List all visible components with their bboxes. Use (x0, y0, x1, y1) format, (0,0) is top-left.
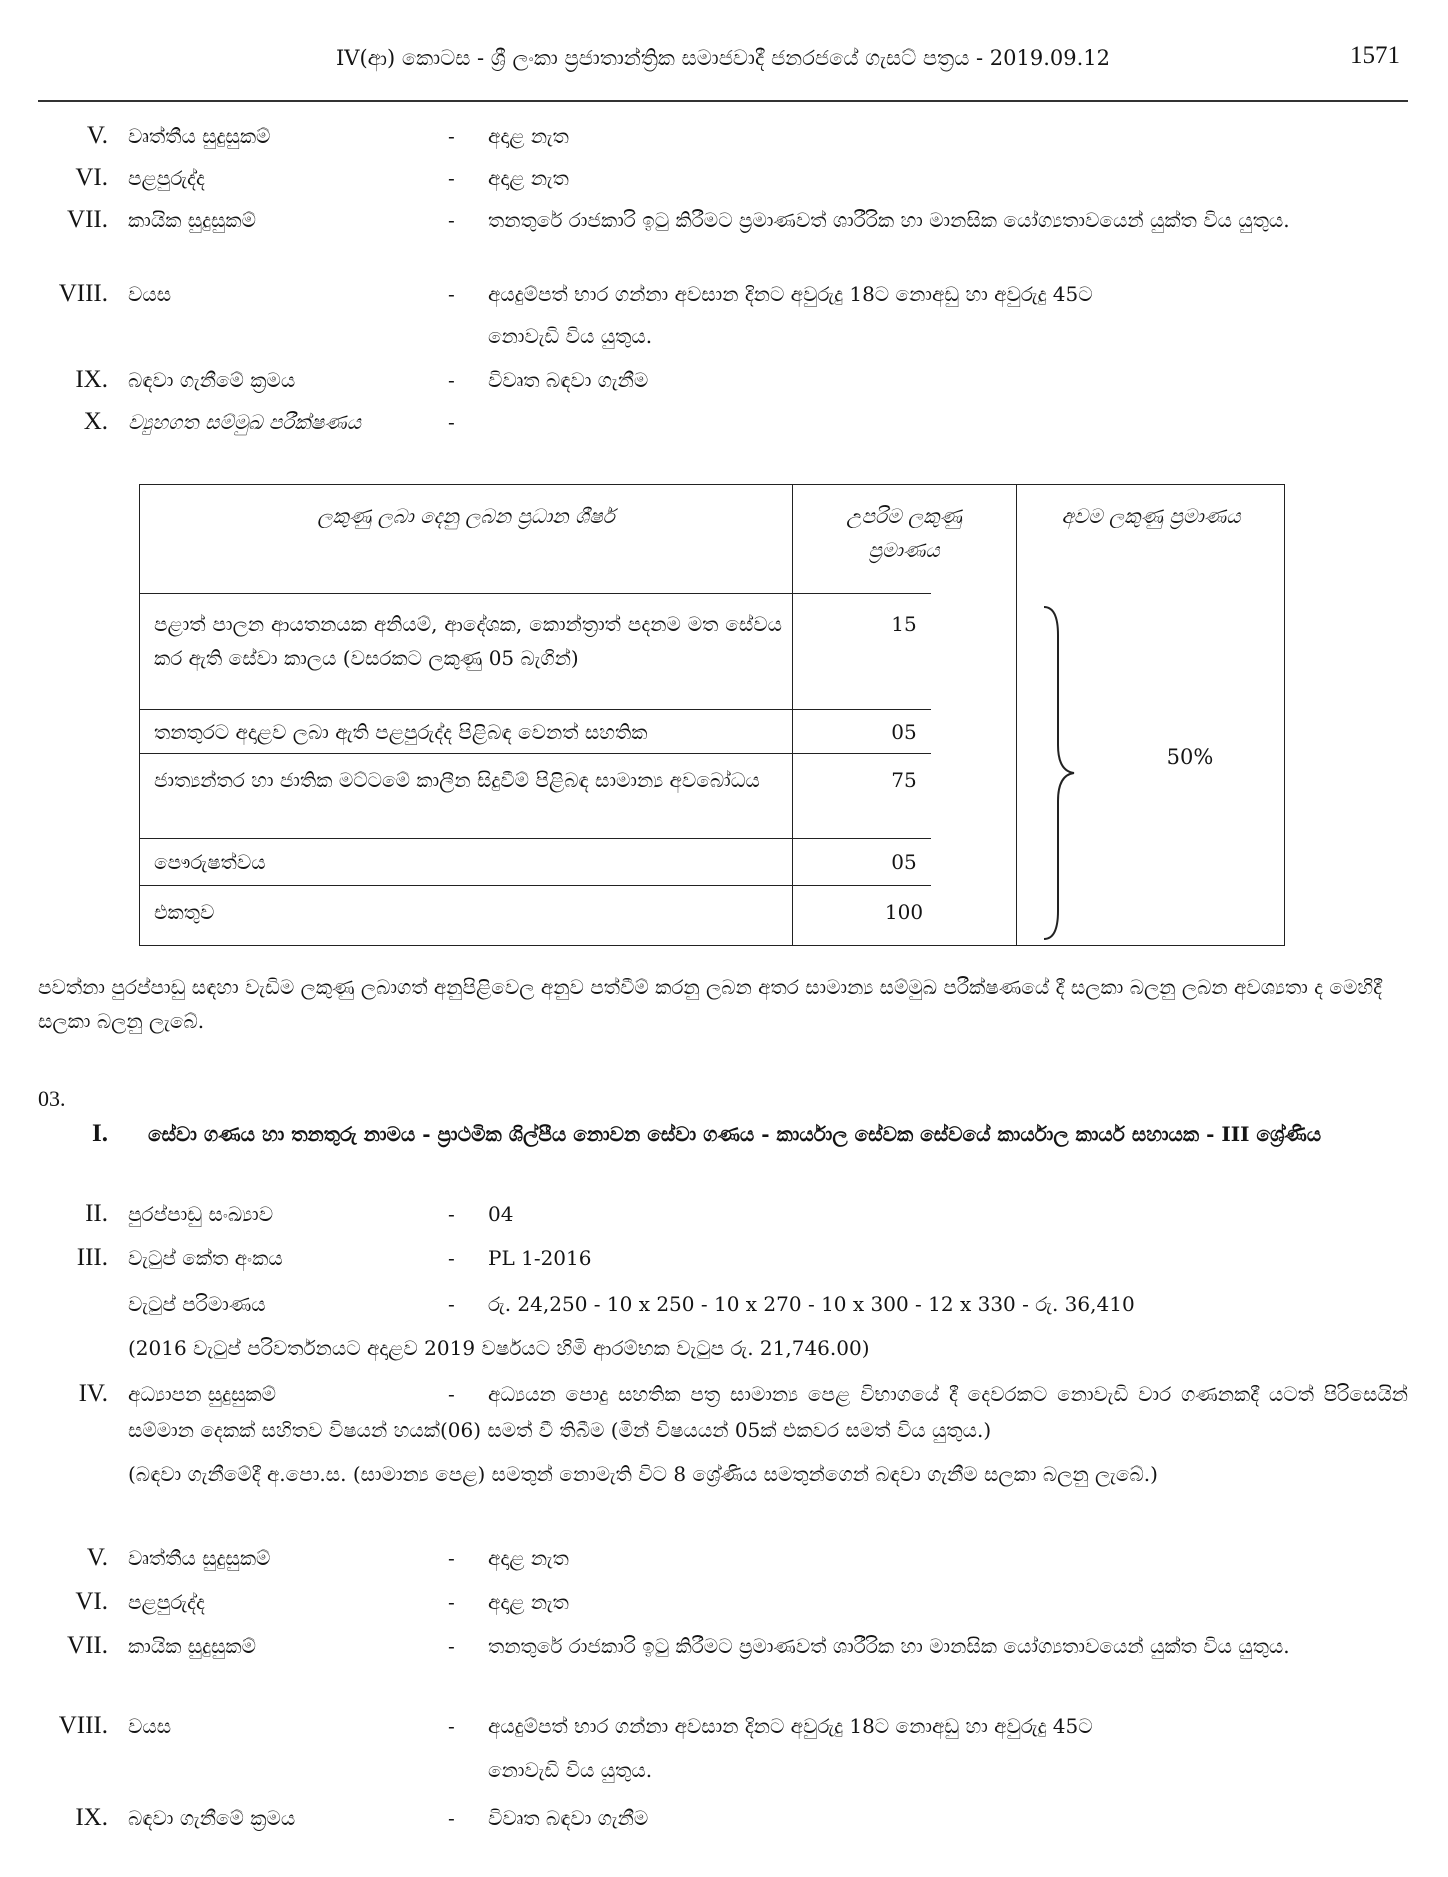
education-value: අධ්‍යයන පොදු සහතික පත්‍ර සාමාන්‍ය පෙළ විභාගයේ දී දෙවරකට නොවැඩි වාර ගණනකදී යටත් පිරිසෙයින් සම්මාන දෙකක් සහිතව විෂයන් හයක්(06) සමත් වී තිබීම (මින් විෂයයන් 05ක් එකවර සමත් විය යුතුය.) (128, 1382, 1408, 1442)
row-experience-03 (0, 1584, 1448, 1620)
row-dash: - (448, 1202, 455, 1226)
max-marks-total: 100 (884, 900, 924, 924)
salary-note: (2016 වැටුප් පරිවර්තනයට අදාළව 2019 වර්ෂයට හිමි ආරම්භක වැටුප රු. 21,746.00) (128, 1336, 870, 1360)
row-label: වැටුප් කේත අංකය (128, 1246, 283, 1270)
row-label: වැටුප් පරිමාණය (128, 1292, 266, 1316)
row-value-continued: නොවැඩි විය යුතුය. (488, 324, 653, 348)
row-label: බඳවා ගැනීමේ ක්‍රමය (128, 368, 296, 392)
row-label: කායික සුදුසුකම් (128, 1634, 257, 1658)
row-number: VIII. (58, 280, 108, 307)
row-salary-code (0, 1240, 1448, 1276)
row-dash: - (448, 368, 455, 392)
row-age-continued (0, 318, 1448, 354)
row-dash: - (448, 1806, 455, 1830)
row-label: පළපුරුද්ද (128, 166, 205, 190)
row-number: II. (85, 1200, 108, 1227)
row-value: අදාළ නැත (488, 1546, 569, 1570)
row-value: අයදුම්පත් භාර ගන්නා අවසාන දිනට අවුරුදු 18ට නොඅඩු හා අවුරුදු 45ට (488, 282, 1093, 306)
row-value: අදාළ නැත (488, 124, 569, 148)
row-label: කායික සුදුසුකම් (128, 208, 257, 232)
row-value: විවෘත බඳවා ගැනීම (488, 368, 649, 392)
header-title: IV(ආ) කොටස - ශ්‍රී ලංකා ප්‍රජාතාන්ත්‍රික සමාජවාදී ජනරජයේ ගැසට් පත්‍රය - 2019.09.12 (336, 46, 1110, 70)
row-dash: - (448, 1546, 455, 1570)
page-header (38, 30, 1408, 102)
row-label: බඳවා ගැනීමේ ක්‍රමය (128, 1806, 296, 1830)
row-dash: - (448, 1634, 455, 1658)
row-number: IX. (75, 366, 108, 393)
row-label: වෘත්තීය සුදුසුකම් (128, 124, 271, 148)
row-age-continued-03 (0, 1752, 1448, 1788)
row-dash: - (448, 1590, 455, 1614)
row-number: III. (76, 1244, 108, 1271)
row-label: වයස (128, 282, 172, 306)
criterion-experience-certificates: තනතුරට අදාළව ලබා ඇති පළපුරුද්ද පිළිබඳ වෙනත් සහතික (154, 720, 648, 744)
row-value: අදාළ නැත (488, 166, 569, 190)
row-label: ව්‍යුහගත සම්මුඛ පරීක්ෂණය (128, 410, 361, 434)
row-number: VI. (75, 164, 108, 191)
row-value-continued: නොවැඩි විය යුතුය. (488, 1758, 653, 1782)
row-age-03 (0, 1708, 1448, 1744)
criterion-total: එකතුව (154, 900, 215, 924)
row-salary-scale (0, 1286, 1448, 1322)
row-vocational-qualifications-03 (0, 1540, 1448, 1576)
row-number: V. (86, 122, 108, 149)
row-vacancies (0, 1196, 1448, 1232)
criterion-service-period: පළාත් පාලන ආයතනයක අනියම්, ආදේශක, කොන්ත්‍රාත් පදනම මත සේවය කර ඇති සේවා කාලය (වසරකට ලකුණු 05 බැගින්) (154, 612, 782, 670)
header-criteria: ලකුණු ලබා දෙනු ලබන ප්‍රධාන ශීර්ෂ (317, 504, 615, 528)
criterion-general-knowledge: ජාත්‍යන්තර හා ජාතික මට්ටමේ කාලීන සිදුවීම් පිළිබඳ සාමාන්‍ය අවබෝධය (154, 768, 760, 792)
row-value: අදාළ නැත (488, 1590, 569, 1614)
row-number: I. (92, 1120, 108, 1147)
education-note: (බඳවා ගැනීමේදී අ.පො.ස. (සාමාන්‍ය පෙළ) සමතුන් නොමැති විට 8 ශ්‍රේණිය සමතුන්ගෙන් බඳවා ගැනීම සලකා බලනු ලැබේ.) (128, 1462, 1158, 1486)
row-number: VI. (75, 1588, 108, 1615)
max-marks-personality: 05 (891, 850, 917, 874)
row-dash: - (448, 1382, 455, 1406)
note-paragraph: පවත්නා පුරප්පාඩු සඳහා වැඩිම ලකුණු ලබාගත් අනුපිළිවෙල අනුව පත්වීම් කරනු ලබන අතර සාමාන්‍ය සම්මුඛ පරීක්ෂණයේ දී සලකා බලනු ලබන අවශ්‍යතා ද මෙහිදී සලකා බලනු ලැබේ. (38, 975, 1382, 1033)
page-number: 1571 (1350, 42, 1400, 69)
row-age (0, 276, 1448, 312)
row-value: රු. 24,250 - 10 x 250 - 10 x 270 - 10 x 300 - 12 x 330 - රු. 36,410 (488, 1292, 1135, 1316)
curly-brace (1040, 605, 1080, 941)
row-dash: - (448, 208, 455, 232)
row-number: VII. (67, 1632, 108, 1659)
row-dash: - (448, 1292, 455, 1316)
row-dash: - (448, 166, 455, 190)
row-label: අධ්‍යාපන සුදුසුකම් (128, 1382, 277, 1406)
row-number: V. (86, 1544, 108, 1571)
header-min-marks: අවම ලකුණු ප්‍රමාණය (1061, 504, 1241, 528)
row-recruitment-method (0, 362, 1448, 398)
row-number: IV. (78, 1380, 108, 1407)
row-number: X. (83, 408, 108, 435)
row-label: පුරප්පාඩු සංඛ්‍යාව (128, 1202, 274, 1226)
row-value: PL 1-2016 (488, 1246, 592, 1270)
row-recruitment-method-03 (0, 1800, 1448, 1836)
row-value: තනතුරේ රාජකාරි ඉටු කිරීමට ප්‍රමාණවත් ශාරීරික හා මානසික යෝග්‍යතාවයෙන් යුක්ත විය යුතුය. (488, 1634, 1290, 1658)
row-value: 04 (488, 1202, 514, 1226)
row-vocational-qualifications (0, 118, 1448, 154)
row-value: තනතුරේ රාජකාරි ඉටු කිරීමට ප්‍රමාණවත් ශාරීරික හා මානසික යෝග්‍යතාවයෙන් යුක්ත විය යුතුය. (488, 208, 1290, 232)
criterion-personality: පෞරුෂත්වය (154, 850, 266, 874)
max-marks-service-period: 15 (891, 612, 917, 636)
row-dash: - (448, 124, 455, 148)
row-value: විවෘත බඳවා ගැනීම (488, 1806, 649, 1830)
row-dash: - (448, 1246, 455, 1270)
row-number: IX. (75, 1804, 108, 1831)
row-number: VIII. (58, 1712, 108, 1739)
section-number: 03. (38, 1086, 66, 1111)
row-physical-qualifications-03 (0, 1628, 1448, 1700)
minimum-marks-value: 50% (1166, 745, 1214, 769)
service-title: සේවා ගණය හා තනතුරු නාමය - ප්‍රාථමික ශිල්පීය නොවන සේවා ගණය - කාර්යාල සේවක සේවයේ කාර්යාල කාර්ය සහායක - III ශ්‍රේණිය (148, 1122, 1322, 1146)
max-marks-general-knowledge: 75 (891, 768, 917, 792)
row-physical-qualifications (0, 202, 1448, 274)
row-number: VII. (67, 206, 108, 233)
row-structured-interview (0, 404, 1448, 440)
row-label: පළපුරුද්ද (128, 1590, 205, 1614)
row-label: වයස (128, 1714, 172, 1738)
header-max-marks: උපරිම ලකුණු ප්‍රමාණය (846, 504, 962, 562)
marks-table (139, 484, 1285, 946)
max-marks-experience-certificates: 05 (891, 720, 917, 744)
row-value: අයදුම්පත් භාර ගන්නා අවසාන දිනට අවුරුදු 18ට නොඅඩු හා අවුරුදු 45ට (488, 1714, 1093, 1738)
row-dash: - (448, 282, 455, 306)
row-experience (0, 160, 1448, 196)
row-dash: - (448, 1714, 455, 1738)
row-label: වෘත්තීය සුදුසුකම් (128, 1546, 271, 1570)
row-dash: - (448, 410, 455, 434)
